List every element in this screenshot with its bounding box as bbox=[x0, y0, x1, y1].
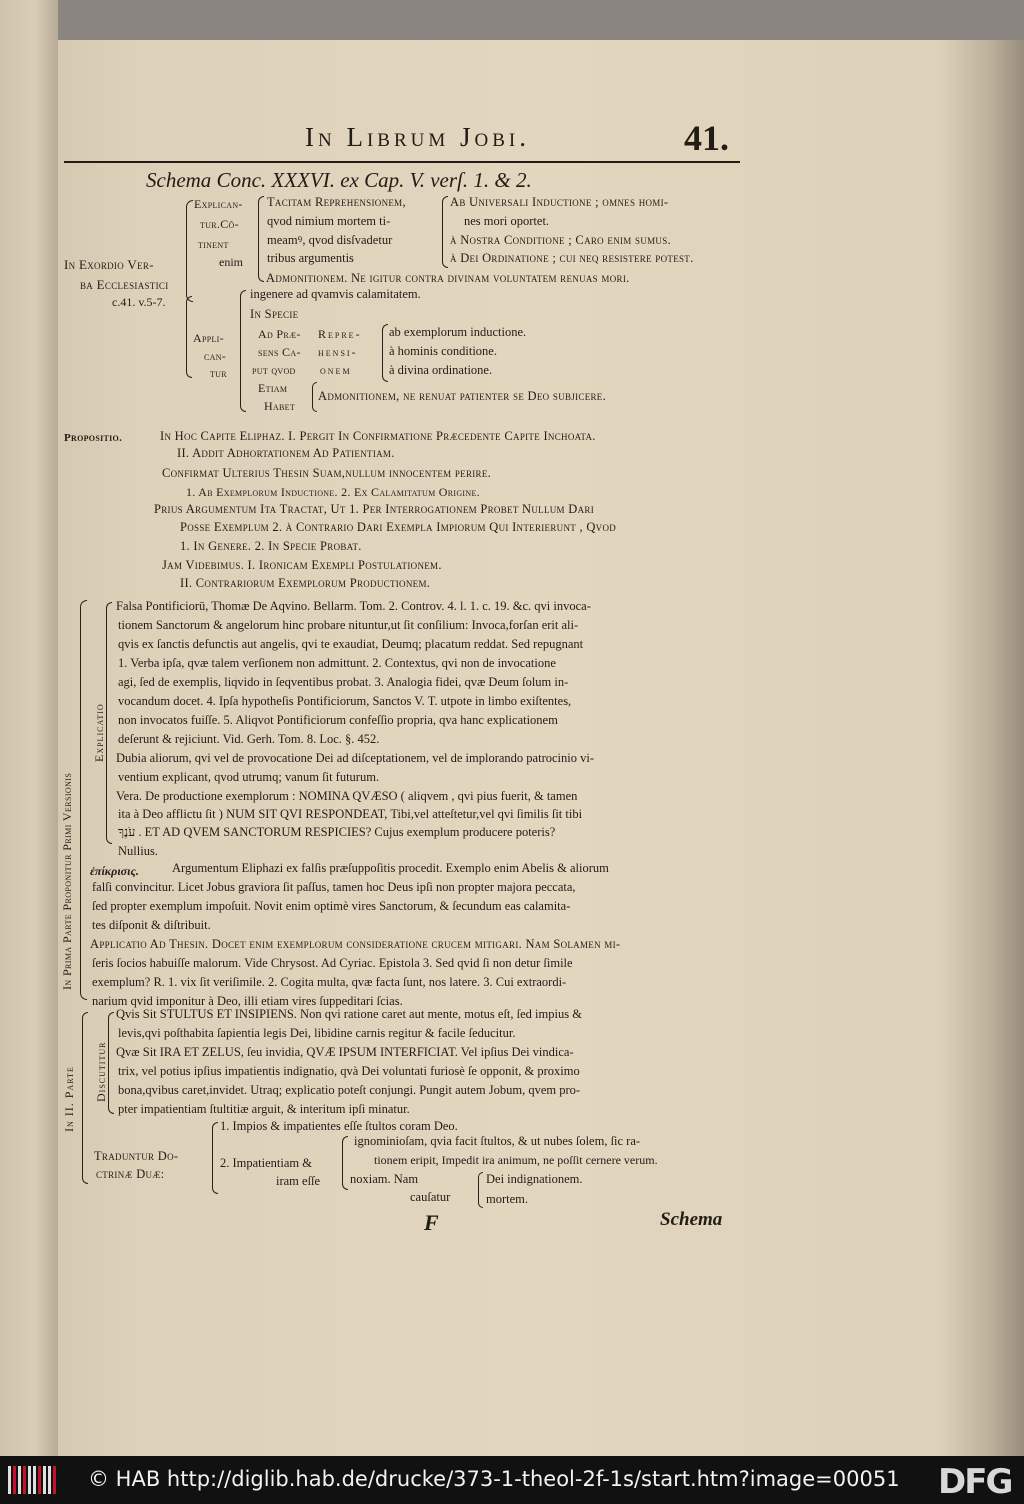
falsa-line-7: non invocatos fuiſſe. 5. Aliqvot Pontificiorum confeſſio propria, qva hanc explicationem bbox=[118, 713, 558, 727]
applicant-label-2: can- bbox=[204, 349, 227, 363]
doctrina-2-item-4: cauſatur bbox=[410, 1190, 451, 1204]
propositio-line-5: Prius Argumentum Ita Tractat, Ut 1. Per Interrogationem Probet Nullum Dari bbox=[154, 502, 595, 516]
header-rule bbox=[64, 161, 740, 163]
explicatio-side-label: Explicatio bbox=[92, 703, 106, 762]
signature-mark: F bbox=[424, 1210, 439, 1235]
secunda-pars-side-label: In II. Parte bbox=[62, 1066, 76, 1132]
propositio-line-6: Posse Exemplum 2. à Contrario Dari Exempla Impiorum Qui Interierunt , Qvod bbox=[180, 520, 617, 534]
doctrina-2a: 2. Impatientiam & bbox=[220, 1156, 312, 1170]
argument-3: à Dei Ordinatione ; cui neq reſiſtere poteſt. bbox=[450, 251, 694, 265]
propositio-line-8: Jam Videbimus. I. Ironicam Exempli Postulationem. bbox=[162, 558, 442, 572]
falsa-line-4: 1. Verba ipſa, qvæ talem verſionem non admittunt. 2. Contextus, qvi non de invocatione bbox=[118, 656, 556, 670]
exordium-label-1: In Exordio Ver- bbox=[64, 257, 154, 272]
copyright-url[interactable]: © HAB http://diglib.hab.de/drucke/373-1-theol-2f-1s/start.htm?image=00051 bbox=[88, 1467, 900, 1491]
traduntur-label-1: Traduntur Do- bbox=[94, 1149, 179, 1163]
explicant-label-3: tinent bbox=[198, 237, 229, 251]
reprehensio-item-1: ab exemplorum inductione. bbox=[389, 325, 527, 339]
reprehensio-label-1: Repre- bbox=[318, 327, 362, 341]
falsa-line-8: deſerunt & rejiciunt. Vid. Gerh. Tom. 8. Loc. §. 452. bbox=[118, 732, 380, 746]
explicant-line-4: tribus argumentis bbox=[267, 251, 354, 265]
explicant-label-4: enim bbox=[219, 255, 243, 269]
propositio-line-4: 1. Ab Exemplorum Inductione. 2. Ex Calamitatum Origine. bbox=[186, 485, 480, 499]
explicant-line-3: meamꝰ, qvod disſvadetur bbox=[267, 233, 393, 247]
traduntur-brace bbox=[212, 1122, 218, 1194]
schema-title: Schema Conc. XXXVI. ex Cap. V. verſ. 1. & 2. bbox=[146, 168, 532, 192]
argumenta-brace bbox=[442, 196, 448, 268]
quae-line-3: bona,qvibus caret,invidet. Utraq; explicatio poteſt conjungi. Pungit autem Jobum, qvem pro- bbox=[118, 1083, 581, 1097]
footer-bar bbox=[0, 1456, 1024, 1504]
explicant-line-1: Tacitam Reprehensionem, bbox=[267, 195, 406, 209]
barcode-icon bbox=[8, 1466, 56, 1494]
prima-pars-brace bbox=[80, 600, 87, 1000]
doctrina-2-item-2: tionem eripit, Impedit ira animum, ne poſſit cernere verum. bbox=[374, 1153, 658, 1167]
vera-line-3: עֹנֶךָ . ET AD QVEM SANCTORUM RESPICIES? Cujus exemplum producere poteris? bbox=[118, 825, 556, 839]
doctrina-2-item-3: noxiam. Nam bbox=[350, 1172, 419, 1186]
epicrisis-line-3: ſed propter exemplum impoſuit. Novit enim optimè vires Sanctorum, & ſecundum eas calamita- bbox=[92, 899, 571, 913]
applicant-line-6: Etiam bbox=[258, 381, 288, 395]
explicant-brace bbox=[258, 196, 264, 282]
quis-line-2: levis,qvi poſthabita ſapientia legis Dei, libidine carnis regitur & facile ſeducitur. bbox=[118, 1026, 516, 1040]
doctrina-2-item-1: ignominioſam, qvia facit ſtultos, & ut nubes ſolem, ſic ra- bbox=[354, 1134, 641, 1148]
noxiam-brace bbox=[478, 1172, 483, 1208]
reprehensio-item-3: à divina ordinatione. bbox=[389, 363, 493, 377]
exordium-label-2: ba Ecclesiastici bbox=[80, 277, 169, 292]
argument-1: Ab Universali Inductione ; omnes homi- bbox=[450, 195, 669, 209]
admonitio-line-2: Admonitionem, ne renuat patienter ſe Deo ſubjicere. bbox=[318, 389, 607, 403]
quae-line-4: pter impatientiam ſtultitiæ arguit, & interitum ipſi minatur. bbox=[118, 1102, 410, 1116]
applicant-line-2: In Specie bbox=[250, 307, 299, 321]
epicrisis-line-4: tes diſponit & diſtribuit. bbox=[92, 918, 211, 932]
doctrina-2b: iram eſſe bbox=[276, 1174, 321, 1188]
epicrisis-line-2: falſi convincitur. Licet Jobus graviora ſit paſſus, tamen hoc Deus ipſi non propter majora peccata, bbox=[92, 880, 576, 894]
applicant-line-4: sens Ca- bbox=[258, 345, 301, 359]
page-number: 41. bbox=[684, 118, 729, 158]
propositio-label: Propositio. bbox=[64, 432, 123, 444]
applicant-brace-outer bbox=[186, 296, 192, 378]
applicatio-line-1: Applicatio Ad Thesin. Docet enim exemplorum conſideratione crucem mitigari. Nam Solamen mi- bbox=[90, 937, 621, 951]
propositio-line-7: 1. In Genere. 2. In Specie Probat. bbox=[180, 539, 362, 553]
quae-line-1: Qvæ Sit IRA ET ZELUS, ſeu invidia, QVÆ IPSUM INTERFICIAT. Vel ipſius Dei vindica- bbox=[116, 1045, 574, 1059]
facing-page-edge bbox=[0, 0, 58, 1456]
running-title: In Librum Jobi. bbox=[305, 122, 530, 152]
reprehensio-item-2: à hominis conditione. bbox=[389, 344, 497, 358]
exordium-brace bbox=[186, 200, 193, 302]
falsa-line-6: vocandum docet. 4. Ipſa hypotheſis Pontificiorum, Sanctos V. T. utpote in limbo exiſtentes, bbox=[118, 694, 572, 708]
catchword: Schema bbox=[660, 1209, 723, 1230]
reprehensio-label-2: hensi- bbox=[318, 345, 358, 359]
applicant-line-1: ingenere ad qvamvis calamitatem. bbox=[250, 287, 421, 301]
reprehensio-label-3: onem bbox=[320, 363, 352, 377]
propositio-line-9: II. Contrariorum Exemplorum Productionem. bbox=[180, 576, 431, 590]
applicant-line-3: Ad Præ- bbox=[258, 327, 301, 341]
vera-line-4: Nullius. bbox=[118, 844, 158, 858]
exordium-label-3: c.41. v.5-7. bbox=[112, 295, 166, 309]
doctrina-1: 1. Impios & impatientes eſſe ſtultos coram Deo. bbox=[220, 1119, 458, 1133]
applicant-line-7: Habet bbox=[264, 399, 296, 413]
quae-line-2: trix, vel potius ipſius impatientis indignatio, qvà Dei voluntati furiosè ſe opponit, & proximo bbox=[118, 1064, 580, 1078]
admonitio-brace bbox=[312, 382, 317, 412]
vera-line-2: ita à Deo afflictu ſit ) NUM SIT QVI RESPONDEAT, Tibi,vel atteſtetur,vel qvi ſimilis ſit tibi bbox=[118, 807, 583, 821]
page-shadow bbox=[940, 40, 1024, 1456]
argument-1b: nes mori oportet. bbox=[464, 214, 550, 228]
applicant-line-5: put qvod bbox=[252, 363, 296, 377]
applicatio-line-4: narium qvid imponitur à Deo, illi etiam vires ſuppeditari ſcias. bbox=[92, 994, 403, 1008]
explicatio-brace bbox=[106, 602, 112, 844]
secunda-pars-brace bbox=[82, 1012, 88, 1184]
falsa-line-2: tionem Sanctorum & angelorum hinc probare nituntur,ut ſit conſilium: Invoca,forſan erit ali- bbox=[118, 618, 579, 632]
applicatio-line-2: ſeris ſocios habuiſſe malorum. Vide Chrysost. Ad Cyriac. Epistola 3. Sed qvid ſi non detur ſimile bbox=[92, 956, 573, 970]
falsa-line-3: qvis ex ſanctis defunctis aut angelis, qvi te exaudiat, Deumq; placatum reddat. Sed repugnant bbox=[118, 637, 584, 651]
propositio-line-1: In Hoc Capite Eliphaz. I. Pergit In Confirmatione Præcedente Capite Inchoata. bbox=[160, 429, 596, 443]
applicant-label-3: tur bbox=[210, 366, 227, 380]
explicant-label-2: tur.Cō- bbox=[200, 217, 239, 231]
dfg-logo: DFG bbox=[938, 1462, 1012, 1502]
propositio-line-3: Confirmat Ulterius Thesin Suam,nullum innocentem perire. bbox=[162, 466, 492, 480]
discutitur-brace bbox=[108, 1012, 114, 1114]
dubia-line-2: ventium explicant, qvod utrumq; vanum ſit futurum. bbox=[118, 770, 380, 784]
propositio-line-2: II. Addit Adhortationem Ad Patientiam. bbox=[177, 446, 395, 460]
applicant-brace bbox=[240, 290, 246, 412]
dubia-line-1: Dubia aliorum, qvi vel de provocatione Dei ad diſceptationem, vel de implorando patrocinio vi- bbox=[116, 751, 594, 765]
reprehensio-brace bbox=[382, 324, 388, 382]
falsa-line-1: Falsa Pontificiorū, Thomæ De Aqvino. Bellarm. Tom. 2. Controv. 4. l. 1. c. 19. &c. qvi invoca- bbox=[116, 599, 591, 613]
traduntur-label-2: ctrinæ Duæ: bbox=[96, 1167, 165, 1181]
applicatio-line-3: exemplum? R. 1. vix ſit veriſimile. 2. Cogita multa, qvæ facta ſunt, nos latere. 3. Cui extraordi- bbox=[92, 975, 567, 989]
applicant-label-1: Appli- bbox=[193, 331, 224, 345]
falsa-line-5: agi, ſed de exemplis, liqvido in ſeqventibus probat. 3. Analogia fidei, qvæ Deum ſolum in- bbox=[118, 675, 569, 689]
admonitio-line: Admonitionem. Ne igitur contra divinam voluntatem renuas mori. bbox=[266, 271, 630, 285]
vera-line-1: Vera. De productione exemplorum : NOMINA QVÆSO ( aliqvem , qvi pius fuerit, & tamen bbox=[116, 789, 578, 803]
noxiam-item-2: mortem. bbox=[486, 1192, 529, 1206]
epicrisis-label: ἐπίκρισις. bbox=[90, 864, 139, 878]
noxiam-item-1: Dei indignationem. bbox=[486, 1172, 583, 1186]
explicant-line-2: qvod nimium mortem ti- bbox=[267, 214, 391, 228]
discutitur-side-label: Discutitur bbox=[94, 1041, 108, 1102]
quis-line-1: Qvis Sit STULTUS ET INSIPIENS. Non qvi ratione caret aut mente, motus eſt, ſed impius & bbox=[116, 1007, 582, 1021]
prima-pars-side-label: In Prima Parte Proponitur Primi Versionis bbox=[60, 772, 74, 990]
epicrisis-line-1: Argumentum Eliphazi ex falſis præſuppoſitis procedit. Exemplo enim Abelis & aliorum bbox=[172, 861, 609, 875]
argument-2: à Nostra Conditione ; Caro enim ſumus. bbox=[450, 233, 671, 247]
explicant-label-1: Explican- bbox=[194, 197, 243, 211]
doctrina-2-brace bbox=[342, 1136, 348, 1190]
